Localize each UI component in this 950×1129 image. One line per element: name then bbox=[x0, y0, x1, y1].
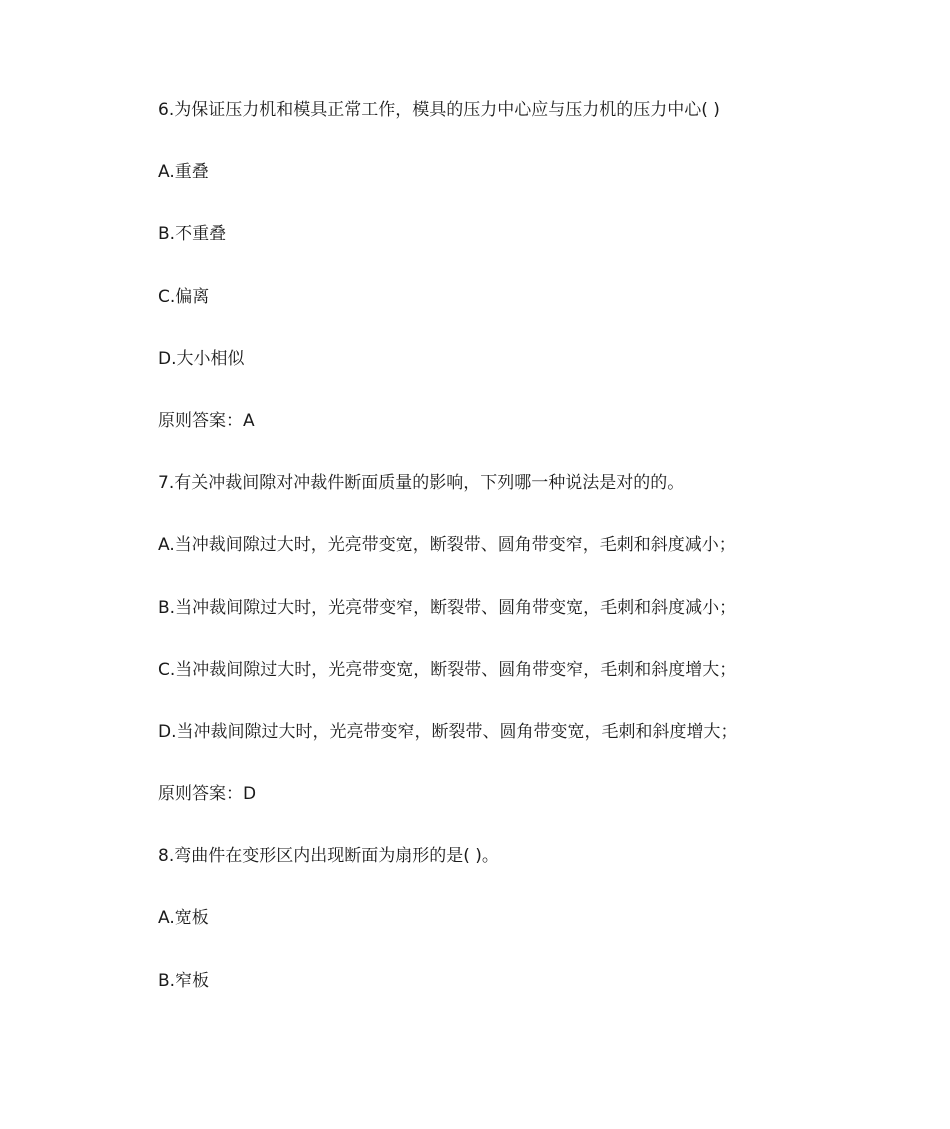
question-6-text: 6.为保证压力机和模具正常工作，模具的压力中心应与压力机的压力中心( ) bbox=[158, 100, 720, 120]
question-6-option-a: A.重叠 bbox=[158, 162, 209, 183]
question-7-answer: 原则答案：D bbox=[158, 784, 257, 805]
question-8-option-a: A.宽板 bbox=[158, 908, 209, 929]
document-page bbox=[158, 96, 918, 1029]
question-8-option-b: B.窄板 bbox=[158, 970, 210, 991]
question-6-option-c: C.偏离 bbox=[158, 286, 210, 307]
question-6-option-b: B.不重叠 bbox=[158, 224, 227, 245]
question-7-option-c: C.当冲裁间隙过大时，光亮带变宽，断裂带、圆角带变窄，毛刺和斜度增大； bbox=[158, 659, 737, 680]
question-7-option-d: D.当冲裁间隙过大时，光亮带变窄，断裂带、圆角带变宽，毛刺和斜度增大； bbox=[158, 721, 738, 742]
question-7-text: 7.有关冲裁间隙对冲裁件断面质量的影响，下列哪一种说法是对的的。 bbox=[158, 473, 685, 494]
question-6-answer: 原则答案：A bbox=[158, 410, 255, 431]
question-8-text: 8.弯曲件在变形区内出现断面为扇形的是( )。 bbox=[158, 846, 499, 867]
question-7-option-a: A.当冲裁间隙过大时，光亮带变宽，断裂带、圆角带变窄，毛刺和斜度减小； bbox=[158, 535, 736, 556]
question-7-option-b: B.当冲裁间隙过大时，光亮带变窄，断裂带、圆角带变宽，毛刺和斜度减小； bbox=[158, 597, 737, 618]
question-6-option-d: D.大小相似 bbox=[158, 348, 245, 369]
